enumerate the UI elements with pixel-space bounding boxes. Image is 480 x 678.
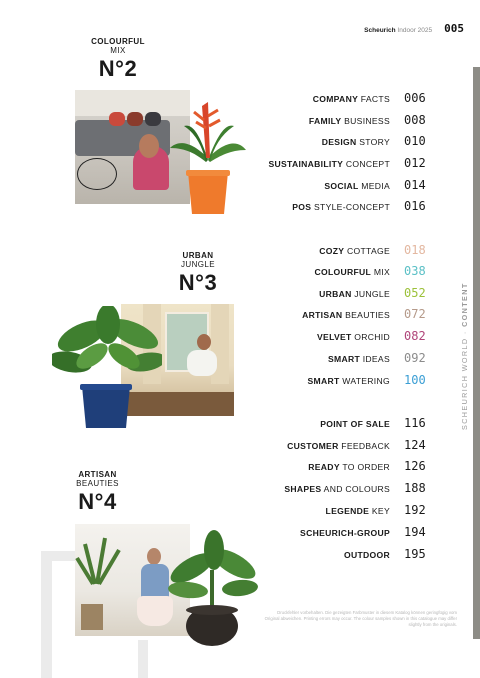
toc-entry-label-bold: DESIGN bbox=[321, 137, 357, 147]
toc-entry[interactable] bbox=[180, 156, 432, 170]
toc-entry[interactable] bbox=[180, 525, 432, 539]
toc-entry-label bbox=[180, 462, 390, 472]
toc-entry-label-rest: COTTAGE bbox=[344, 246, 390, 256]
decor-frame-inner bbox=[138, 640, 148, 678]
toc-entry-label bbox=[180, 332, 390, 342]
toc-entry-label-bold: OUTDOOR bbox=[343, 550, 390, 560]
calathea-plant-image bbox=[52, 306, 162, 430]
brand-name: Scheurich bbox=[364, 27, 396, 34]
toc-entry-page: 008 bbox=[404, 113, 426, 127]
toc-entry-label-bold: COLOURFUL bbox=[314, 267, 372, 277]
toc-entry-label bbox=[180, 550, 390, 560]
toc-entry-label-bold: POS bbox=[292, 202, 312, 212]
toc-entry-label-rest: KEY bbox=[369, 506, 390, 516]
toc-entry-label-bold: SHAPES bbox=[284, 484, 322, 494]
toc-entry-label-rest: BEAUTIES bbox=[342, 310, 390, 320]
decor-frame-vertical bbox=[41, 551, 52, 678]
toc-entry-label bbox=[180, 159, 390, 169]
toc-entry[interactable] bbox=[180, 134, 432, 148]
toc-entry-label-bold: VELVET bbox=[317, 332, 352, 342]
toc-entry[interactable] bbox=[180, 307, 432, 321]
toc-entry-page: 082 bbox=[404, 329, 426, 343]
section-colourful-mix bbox=[78, 38, 158, 80]
toc-entry-label-rest: FEEDBACK bbox=[338, 441, 390, 451]
section-artisan-beauties bbox=[65, 471, 130, 513]
side-label-separator: · bbox=[460, 330, 469, 335]
toc-entry-page: 126 bbox=[404, 459, 426, 473]
toc-entry-label-rest: JUNGLE bbox=[351, 289, 390, 299]
toc-entry-label-bold: LEGENDE bbox=[325, 506, 370, 516]
toc-entry-label-bold: COMPANY bbox=[312, 94, 359, 104]
toc-entry-label-bold: POINT OF SALE bbox=[320, 419, 390, 429]
section-number: N°2 bbox=[98, 56, 138, 81]
disclaimer-text: Druckfehler vorbehalten. Die gezeigten Farbmuster in diesem Katalog können geringfügig vom Original abweichen. Printing errors may occur. The colour samples shown in this catalogue may differ slightly from the originals. bbox=[264, 610, 457, 627]
brand-subtitle: Indoor 2025 bbox=[397, 27, 433, 34]
section-title: URBAN bbox=[182, 251, 214, 260]
toc-entry[interactable] bbox=[180, 243, 432, 257]
toc-entry-page: 116 bbox=[404, 416, 426, 430]
section-subtitle: MIX bbox=[110, 46, 126, 55]
toc-entry-page: 195 bbox=[404, 547, 426, 561]
toc-entry-label bbox=[180, 246, 390, 256]
toc-entry[interactable] bbox=[180, 199, 432, 213]
toc-entry-label bbox=[180, 181, 390, 191]
toc-entry-page: 012 bbox=[404, 156, 426, 170]
page-header bbox=[364, 22, 464, 35]
section-title: ARTISAN bbox=[78, 470, 117, 479]
toc-entry-page: 188 bbox=[404, 481, 426, 495]
toc-entry-label-bold: SOCIAL bbox=[324, 181, 359, 191]
toc-entry-page: 092 bbox=[404, 351, 426, 365]
toc-entry-label-rest: IDEAS bbox=[360, 354, 390, 364]
toc-entry-label bbox=[180, 202, 390, 212]
toc-entry-label-bold: SCHEURICH-GROUP bbox=[300, 528, 390, 538]
toc-entry[interactable] bbox=[180, 178, 432, 192]
toc-entry-label bbox=[180, 376, 390, 386]
toc-entry-label bbox=[180, 441, 390, 451]
toc-entry-label-rest: ORCHID bbox=[351, 332, 390, 342]
toc-entry-label-rest: WATERING bbox=[339, 376, 390, 386]
toc-entry[interactable] bbox=[180, 286, 432, 300]
toc-entry-label bbox=[180, 267, 390, 277]
toc-entry-label-bold: CUSTOMER bbox=[287, 441, 339, 451]
toc-entry[interactable] bbox=[180, 329, 432, 343]
toc-entry-label-bold: FAMILY bbox=[308, 116, 342, 126]
section-number: N°3 bbox=[178, 270, 218, 295]
toc-entry-page: 192 bbox=[404, 503, 426, 517]
toc-entry-label bbox=[180, 354, 390, 364]
toc-entry-page: 124 bbox=[404, 438, 426, 452]
toc-entry-label bbox=[180, 116, 390, 126]
toc-entry-label-bold: SMART bbox=[327, 354, 361, 364]
toc-entry-label-bold: ARTISAN bbox=[302, 310, 343, 320]
toc-entry-label-rest: STYLE-CONCEPT bbox=[311, 202, 390, 212]
toc-entry-label-rest: AND COLOURS bbox=[321, 484, 390, 494]
toc-entry-label-rest: FACTS bbox=[358, 94, 390, 104]
side-label-world: SCHEURICH WORLD bbox=[460, 337, 469, 430]
toc-entry-label-bold: URBAN bbox=[319, 289, 352, 299]
toc-entry-label bbox=[180, 506, 390, 516]
toc-entry-page: 194 bbox=[404, 525, 426, 539]
header-brand bbox=[364, 27, 432, 34]
toc-entry-label-rest: CONCEPT bbox=[343, 159, 390, 169]
toc-entry-label bbox=[180, 289, 390, 299]
toc-entry-page: 014 bbox=[404, 178, 426, 192]
toc-entry-label-bold: SMART bbox=[307, 376, 340, 386]
toc-entry-page: 018 bbox=[404, 243, 426, 257]
toc-entry-label-bold: READY bbox=[308, 462, 340, 472]
section-subtitle: JUNGLE bbox=[181, 260, 215, 269]
toc-entry[interactable] bbox=[180, 459, 432, 473]
toc-entry-label bbox=[180, 94, 390, 104]
section-number: N°4 bbox=[78, 489, 117, 514]
side-label bbox=[460, 282, 469, 430]
toc-entry-label bbox=[180, 484, 390, 494]
side-label-content: CONTENT bbox=[460, 282, 469, 327]
toc-entry[interactable] bbox=[180, 351, 432, 365]
toc-entry-page: 072 bbox=[404, 307, 426, 321]
toc-entry-page: 052 bbox=[404, 286, 426, 300]
toc-entry-page: 100 bbox=[404, 373, 426, 387]
side-bar bbox=[473, 67, 480, 639]
toc-entry[interactable] bbox=[180, 373, 432, 387]
toc-entry-label-rest: MEDIA bbox=[358, 181, 390, 191]
toc-entry-label-rest: MIX bbox=[371, 267, 390, 277]
toc-entry[interactable] bbox=[180, 547, 432, 561]
toc-entry[interactable] bbox=[180, 113, 432, 127]
toc-entry-page: 016 bbox=[404, 199, 426, 213]
toc-entry-page: 038 bbox=[404, 264, 426, 278]
toc-entry-label-bold: SUSTAINABILITY bbox=[268, 159, 344, 169]
toc-entry-label-rest: TO ORDER bbox=[339, 462, 390, 472]
toc-entry[interactable] bbox=[180, 416, 432, 430]
toc-entry-label bbox=[180, 419, 390, 429]
toc-entry-label-rest: BUSINESS bbox=[341, 116, 390, 126]
toc-entry-label bbox=[180, 528, 390, 538]
toc-entry[interactable] bbox=[180, 264, 432, 278]
page-number: 005 bbox=[444, 22, 464, 35]
section-subtitle: BEAUTIES bbox=[76, 479, 119, 488]
toc-entry[interactable] bbox=[180, 91, 432, 105]
toc-entry[interactable] bbox=[180, 438, 432, 452]
toc-entry[interactable] bbox=[180, 503, 432, 517]
toc-entry[interactable] bbox=[180, 481, 432, 495]
toc-entry-page: 006 bbox=[404, 91, 426, 105]
toc-entry-label bbox=[180, 137, 390, 147]
toc-entry-label-bold: COZY bbox=[319, 246, 345, 256]
toc-entry-label-rest: STORY bbox=[356, 137, 390, 147]
toc-entry-page: 010 bbox=[404, 134, 426, 148]
section-title: COLOURFUL bbox=[91, 37, 145, 46]
toc-entry-label bbox=[180, 310, 390, 320]
